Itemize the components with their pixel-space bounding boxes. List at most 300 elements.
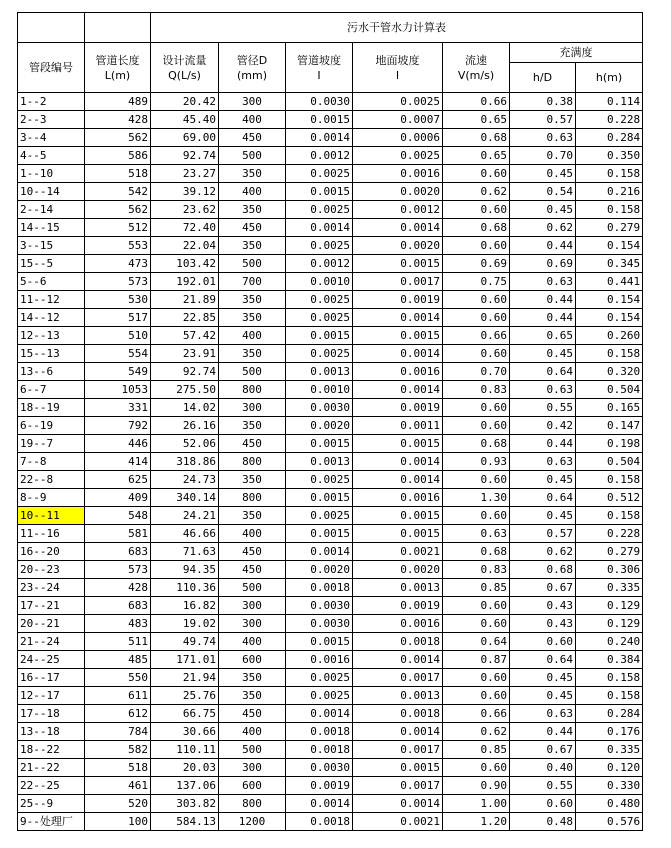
diameter-cell[interactable]: 400: [219, 525, 286, 543]
hd-cell[interactable]: 0.62: [510, 219, 576, 237]
length-cell[interactable]: 483: [85, 615, 151, 633]
h-cell[interactable]: 0.480: [576, 795, 643, 813]
pipe-slope-cell[interactable]: 0.0030: [286, 597, 353, 615]
header-h[interactable]: h(m): [576, 63, 643, 93]
velocity-cell[interactable]: 1.00: [443, 795, 510, 813]
diameter-cell[interactable]: 450: [219, 435, 286, 453]
header-length[interactable]: [85, 43, 151, 93]
h-cell[interactable]: 0.228: [576, 525, 643, 543]
flow-cell[interactable]: 66.75: [151, 705, 219, 723]
diameter-cell[interactable]: 500: [219, 741, 286, 759]
flow-cell[interactable]: 39.12: [151, 183, 219, 201]
diameter-cell[interactable]: 500: [219, 255, 286, 273]
velocity-cell[interactable]: 0.60: [443, 417, 510, 435]
h-cell[interactable]: 0.165: [576, 399, 643, 417]
ground-slope-cell[interactable]: 0.0018: [353, 705, 443, 723]
ground-slope-cell[interactable]: 0.0019: [353, 399, 443, 417]
h-cell[interactable]: 0.198: [576, 435, 643, 453]
ground-slope-cell[interactable]: 0.0016: [353, 615, 443, 633]
velocity-cell[interactable]: 0.65: [443, 111, 510, 129]
segment-id-cell[interactable]: 17--18: [18, 705, 85, 723]
segment-id-cell[interactable]: 22--25: [18, 777, 85, 795]
pipe-slope-cell[interactable]: 0.0030: [286, 615, 353, 633]
h-cell[interactable]: 0.120: [576, 759, 643, 777]
diameter-cell[interactable]: 350: [219, 201, 286, 219]
velocity-cell[interactable]: 0.62: [443, 183, 510, 201]
velocity-cell[interactable]: 0.75: [443, 273, 510, 291]
segment-id-cell[interactable]: 4--5: [18, 147, 85, 165]
flow-cell[interactable]: 171.01: [151, 651, 219, 669]
h-cell[interactable]: 0.335: [576, 579, 643, 597]
pipe-slope-cell[interactable]: 0.0030: [286, 759, 353, 777]
segment-id-cell[interactable]: 6--19: [18, 417, 85, 435]
h-cell[interactable]: 0.129: [576, 597, 643, 615]
hd-cell[interactable]: 0.40: [510, 759, 576, 777]
segment-id-cell[interactable]: 3--4: [18, 129, 85, 147]
ground-slope-cell[interactable]: 0.0013: [353, 579, 443, 597]
length-cell[interactable]: 550: [85, 669, 151, 687]
segment-id-cell[interactable]: 16--20: [18, 543, 85, 561]
ground-slope-cell[interactable]: 0.0011: [353, 417, 443, 435]
segment-id-cell[interactable]: 3--15: [18, 237, 85, 255]
velocity-cell[interactable]: 0.62: [443, 723, 510, 741]
flow-cell[interactable]: 19.02: [151, 615, 219, 633]
diameter-cell[interactable]: 400: [219, 111, 286, 129]
ground-slope-cell[interactable]: 0.0020: [353, 183, 443, 201]
segment-id-cell[interactable]: 20--21: [18, 615, 85, 633]
diameter-cell[interactable]: 350: [219, 471, 286, 489]
pipe-slope-cell[interactable]: 0.0025: [286, 309, 353, 327]
flow-cell[interactable]: 45.40: [151, 111, 219, 129]
hd-cell[interactable]: 0.64: [510, 363, 576, 381]
ground-slope-cell[interactable]: 0.0013: [353, 687, 443, 705]
pipe-slope-cell[interactable]: 0.0025: [286, 291, 353, 309]
ground-slope-cell[interactable]: 0.0014: [353, 651, 443, 669]
ground-slope-cell[interactable]: 0.0017: [353, 273, 443, 291]
hd-cell[interactable]: 0.44: [510, 723, 576, 741]
diameter-cell[interactable]: 300: [219, 597, 286, 615]
h-cell[interactable]: 0.158: [576, 345, 643, 363]
hd-cell[interactable]: 0.45: [510, 165, 576, 183]
flow-cell[interactable]: 57.42: [151, 327, 219, 345]
length-cell[interactable]: 489: [85, 93, 151, 111]
segment-id-cell[interactable]: 13--6: [18, 363, 85, 381]
hd-cell[interactable]: 0.48: [510, 813, 576, 831]
pipe-slope-cell[interactable]: 0.0020: [286, 561, 353, 579]
hd-cell[interactable]: 0.68: [510, 561, 576, 579]
hd-cell[interactable]: 0.55: [510, 777, 576, 795]
hd-cell[interactable]: 0.43: [510, 597, 576, 615]
ground-slope-cell[interactable]: 0.0014: [353, 471, 443, 489]
length-cell[interactable]: 792: [85, 417, 151, 435]
pipe-slope-cell[interactable]: 0.0010: [286, 273, 353, 291]
ground-slope-cell[interactable]: 0.0014: [353, 723, 443, 741]
flow-cell[interactable]: 69.00: [151, 129, 219, 147]
h-cell[interactable]: 0.158: [576, 165, 643, 183]
header-flow[interactable]: [151, 43, 219, 93]
pipe-slope-cell[interactable]: 0.0019: [286, 777, 353, 795]
hd-cell[interactable]: 0.65: [510, 327, 576, 345]
header-diameter[interactable]: [219, 43, 286, 93]
length-cell[interactable]: 562: [85, 201, 151, 219]
length-cell[interactable]: 530: [85, 291, 151, 309]
pipe-slope-cell[interactable]: 0.0012: [286, 255, 353, 273]
hd-cell[interactable]: 0.45: [510, 507, 576, 525]
length-cell[interactable]: 409: [85, 489, 151, 507]
velocity-cell[interactable]: 0.64: [443, 633, 510, 651]
length-cell[interactable]: 446: [85, 435, 151, 453]
h-cell[interactable]: 0.154: [576, 309, 643, 327]
velocity-cell[interactable]: 1.20: [443, 813, 510, 831]
flow-cell[interactable]: 14.02: [151, 399, 219, 417]
velocity-cell[interactable]: 0.83: [443, 381, 510, 399]
velocity-cell[interactable]: 0.63: [443, 525, 510, 543]
hd-cell[interactable]: 0.62: [510, 543, 576, 561]
hd-cell[interactable]: 0.44: [510, 237, 576, 255]
ground-slope-cell[interactable]: 0.0015: [353, 255, 443, 273]
ground-slope-cell[interactable]: 0.0014: [353, 309, 443, 327]
flow-cell[interactable]: 110.36: [151, 579, 219, 597]
length-cell[interactable]: 582: [85, 741, 151, 759]
length-cell[interactable]: 1053: [85, 381, 151, 399]
h-cell[interactable]: 0.260: [576, 327, 643, 345]
diameter-cell[interactable]: 350: [219, 291, 286, 309]
pipe-slope-cell[interactable]: 0.0015: [286, 633, 353, 651]
segment-id-cell[interactable]: 21--22: [18, 759, 85, 777]
velocity-cell[interactable]: 0.60: [443, 165, 510, 183]
h-cell[interactable]: 0.576: [576, 813, 643, 831]
hd-cell[interactable]: 0.60: [510, 795, 576, 813]
diameter-cell[interactable]: 350: [219, 507, 286, 525]
pipe-slope-cell[interactable]: 0.0014: [286, 129, 353, 147]
diameter-cell[interactable]: 400: [219, 633, 286, 651]
ground-slope-cell[interactable]: 0.0014: [353, 453, 443, 471]
diameter-cell[interactable]: 500: [219, 363, 286, 381]
pipe-slope-cell[interactable]: 0.0015: [286, 525, 353, 543]
length-cell[interactable]: 683: [85, 597, 151, 615]
velocity-cell[interactable]: 0.60: [443, 687, 510, 705]
diameter-cell[interactable]: 400: [219, 723, 286, 741]
velocity-cell[interactable]: 0.66: [443, 327, 510, 345]
segment-id-cell[interactable]: 14--15: [18, 219, 85, 237]
segment-id-cell[interactable]: 23--24: [18, 579, 85, 597]
hd-cell[interactable]: 0.64: [510, 489, 576, 507]
h-cell[interactable]: 0.350: [576, 147, 643, 165]
flow-cell[interactable]: 49.74: [151, 633, 219, 651]
velocity-cell[interactable]: 0.83: [443, 561, 510, 579]
velocity-cell[interactable]: 0.60: [443, 507, 510, 525]
length-cell[interactable]: 573: [85, 561, 151, 579]
flow-cell[interactable]: 72.40: [151, 219, 219, 237]
length-cell[interactable]: 461: [85, 777, 151, 795]
flow-cell[interactable]: 303.82: [151, 795, 219, 813]
header-ground-slope[interactable]: [353, 43, 443, 93]
pipe-slope-cell[interactable]: 0.0030: [286, 399, 353, 417]
pipe-slope-cell[interactable]: 0.0014: [286, 543, 353, 561]
h-cell[interactable]: 0.330: [576, 777, 643, 795]
flow-cell[interactable]: 16.82: [151, 597, 219, 615]
diameter-cell[interactable]: 800: [219, 795, 286, 813]
hd-cell[interactable]: 0.60: [510, 633, 576, 651]
length-cell[interactable]: 784: [85, 723, 151, 741]
pipe-slope-cell[interactable]: 0.0010: [286, 381, 353, 399]
segment-id-cell[interactable]: 10--11: [18, 507, 85, 525]
ground-slope-cell[interactable]: 0.0015: [353, 525, 443, 543]
flow-cell[interactable]: 46.66: [151, 525, 219, 543]
segment-id-cell[interactable]: 2--3: [18, 111, 85, 129]
flow-cell[interactable]: 24.21: [151, 507, 219, 525]
diameter-cell[interactable]: 350: [219, 417, 286, 435]
header-pipe-slope[interactable]: [286, 43, 353, 93]
segment-id-cell[interactable]: 22--8: [18, 471, 85, 489]
pipe-slope-cell[interactable]: 0.0025: [286, 201, 353, 219]
header-hd[interactable]: h/D: [510, 63, 576, 93]
hd-cell[interactable]: 0.63: [510, 273, 576, 291]
flow-cell[interactable]: 110.11: [151, 741, 219, 759]
diameter-cell[interactable]: 600: [219, 651, 286, 669]
ground-slope-cell[interactable]: 0.0014: [353, 219, 443, 237]
hd-cell[interactable]: 0.45: [510, 345, 576, 363]
diameter-cell[interactable]: 450: [219, 543, 286, 561]
segment-id-cell[interactable]: 24--25: [18, 651, 85, 669]
length-cell[interactable]: 473: [85, 255, 151, 273]
velocity-cell[interactable]: 0.60: [443, 237, 510, 255]
hd-cell[interactable]: 0.63: [510, 705, 576, 723]
pipe-slope-cell[interactable]: 0.0025: [286, 507, 353, 525]
h-cell[interactable]: 0.240: [576, 633, 643, 651]
diameter-cell[interactable]: 450: [219, 705, 286, 723]
ground-slope-cell[interactable]: 0.0016: [353, 489, 443, 507]
segment-id-cell[interactable]: 6--7: [18, 381, 85, 399]
h-cell[interactable]: 0.158: [576, 201, 643, 219]
pipe-slope-cell[interactable]: 0.0025: [286, 669, 353, 687]
h-cell[interactable]: 0.154: [576, 237, 643, 255]
length-cell[interactable]: 510: [85, 327, 151, 345]
diameter-cell[interactable]: 300: [219, 93, 286, 111]
table-title[interactable]: 污水干管水力计算表: [151, 13, 643, 43]
length-cell[interactable]: 520: [85, 795, 151, 813]
flow-cell[interactable]: 275.50: [151, 381, 219, 399]
segment-id-cell[interactable]: 20--23: [18, 561, 85, 579]
pipe-slope-cell[interactable]: 0.0012: [286, 147, 353, 165]
velocity-cell[interactable]: 0.60: [443, 615, 510, 633]
length-cell[interactable]: 554: [85, 345, 151, 363]
velocity-cell[interactable]: 0.60: [443, 291, 510, 309]
ground-slope-cell[interactable]: 0.0014: [353, 381, 443, 399]
diameter-cell[interactable]: 350: [219, 669, 286, 687]
h-cell[interactable]: 0.284: [576, 129, 643, 147]
hd-cell[interactable]: 0.55: [510, 399, 576, 417]
velocity-cell[interactable]: 0.69: [443, 255, 510, 273]
pipe-slope-cell[interactable]: 0.0015: [286, 435, 353, 453]
velocity-cell[interactable]: 0.68: [443, 219, 510, 237]
length-cell[interactable]: 428: [85, 111, 151, 129]
length-cell[interactable]: 625: [85, 471, 151, 489]
velocity-cell[interactable]: 0.68: [443, 543, 510, 561]
flow-cell[interactable]: 23.62: [151, 201, 219, 219]
length-cell[interactable]: 611: [85, 687, 151, 705]
segment-id-cell[interactable]: 8--9: [18, 489, 85, 507]
segment-id-cell[interactable]: 1--10: [18, 165, 85, 183]
length-cell[interactable]: 100: [85, 813, 151, 831]
flow-cell[interactable]: 25.76: [151, 687, 219, 705]
diameter-cell[interactable]: 600: [219, 777, 286, 795]
h-cell[interactable]: 0.279: [576, 543, 643, 561]
velocity-cell[interactable]: 0.60: [443, 399, 510, 417]
segment-id-cell[interactable]: 16--17: [18, 669, 85, 687]
flow-cell[interactable]: 137.06: [151, 777, 219, 795]
velocity-cell[interactable]: 0.85: [443, 741, 510, 759]
segment-id-cell[interactable]: 18--22: [18, 741, 85, 759]
pipe-slope-cell[interactable]: 0.0018: [286, 723, 353, 741]
flow-cell[interactable]: 94.35: [151, 561, 219, 579]
h-cell[interactable]: 0.441: [576, 273, 643, 291]
diameter-cell[interactable]: 350: [219, 309, 286, 327]
pipe-slope-cell[interactable]: 0.0015: [286, 489, 353, 507]
velocity-cell[interactable]: 0.60: [443, 471, 510, 489]
ground-slope-cell[interactable]: 0.0016: [353, 363, 443, 381]
diameter-cell[interactable]: 800: [219, 489, 286, 507]
length-cell[interactable]: 548: [85, 507, 151, 525]
ground-slope-cell[interactable]: 0.0015: [353, 759, 443, 777]
diameter-cell[interactable]: 800: [219, 453, 286, 471]
segment-id-cell[interactable]: 17--21: [18, 597, 85, 615]
segment-id-cell[interactable]: 11--16: [18, 525, 85, 543]
velocity-cell[interactable]: 0.60: [443, 669, 510, 687]
diameter-cell[interactable]: 300: [219, 399, 286, 417]
velocity-cell[interactable]: 0.85: [443, 579, 510, 597]
h-cell[interactable]: 0.504: [576, 453, 643, 471]
length-cell[interactable]: 562: [85, 129, 151, 147]
h-cell[interactable]: 0.504: [576, 381, 643, 399]
pipe-slope-cell[interactable]: 0.0015: [286, 183, 353, 201]
flow-cell[interactable]: 192.01: [151, 273, 219, 291]
pipe-slope-cell[interactable]: 0.0015: [286, 111, 353, 129]
length-cell[interactable]: 428: [85, 579, 151, 597]
hd-cell[interactable]: 0.67: [510, 741, 576, 759]
segment-id-cell[interactable]: 7--8: [18, 453, 85, 471]
velocity-cell[interactable]: 0.60: [443, 345, 510, 363]
hd-cell[interactable]: 0.67: [510, 579, 576, 597]
velocity-cell[interactable]: 0.60: [443, 759, 510, 777]
flow-cell[interactable]: 21.89: [151, 291, 219, 309]
ground-slope-cell[interactable]: 0.0017: [353, 669, 443, 687]
diameter-cell[interactable]: 350: [219, 165, 286, 183]
diameter-cell[interactable]: 450: [219, 129, 286, 147]
pipe-slope-cell[interactable]: 0.0025: [286, 687, 353, 705]
hd-cell[interactable]: 0.54: [510, 183, 576, 201]
ground-slope-cell[interactable]: 0.0021: [353, 813, 443, 831]
ground-slope-cell[interactable]: 0.0017: [353, 741, 443, 759]
velocity-cell[interactable]: 0.90: [443, 777, 510, 795]
length-cell[interactable]: 511: [85, 633, 151, 651]
ground-slope-cell[interactable]: 0.0017: [353, 777, 443, 795]
segment-id-cell[interactable]: 21--24: [18, 633, 85, 651]
flow-cell[interactable]: 92.74: [151, 147, 219, 165]
hd-cell[interactable]: 0.42: [510, 417, 576, 435]
pipe-slope-cell[interactable]: 0.0025: [286, 345, 353, 363]
ground-slope-cell[interactable]: 0.0006: [353, 129, 443, 147]
h-cell[interactable]: 0.335: [576, 741, 643, 759]
diameter-cell[interactable]: 400: [219, 327, 286, 345]
velocity-cell[interactable]: 0.93: [443, 453, 510, 471]
pipe-slope-cell[interactable]: 0.0014: [286, 705, 353, 723]
length-cell[interactable]: 485: [85, 651, 151, 669]
pipe-slope-cell[interactable]: 0.0025: [286, 237, 353, 255]
h-cell[interactable]: 0.279: [576, 219, 643, 237]
pipe-slope-cell[interactable]: 0.0025: [286, 165, 353, 183]
pipe-slope-cell[interactable]: 0.0030: [286, 93, 353, 111]
h-cell[interactable]: 0.147: [576, 417, 643, 435]
pipe-slope-cell[interactable]: 0.0018: [286, 741, 353, 759]
segment-id-cell[interactable]: 13--18: [18, 723, 85, 741]
segment-id-cell[interactable]: 18--19: [18, 399, 85, 417]
ground-slope-cell[interactable]: 0.0019: [353, 291, 443, 309]
length-cell[interactable]: 517: [85, 309, 151, 327]
segment-id-cell[interactable]: 9--处理厂: [18, 813, 85, 831]
segment-id-cell[interactable]: 5--6: [18, 273, 85, 291]
length-cell[interactable]: 553: [85, 237, 151, 255]
ground-slope-cell[interactable]: 0.0014: [353, 795, 443, 813]
segment-id-cell[interactable]: 14--12: [18, 309, 85, 327]
length-cell[interactable]: 586: [85, 147, 151, 165]
segment-id-cell[interactable]: 10--14: [18, 183, 85, 201]
ground-slope-cell[interactable]: 0.0025: [353, 93, 443, 111]
ground-slope-cell[interactable]: 0.0025: [353, 147, 443, 165]
length-cell[interactable]: 683: [85, 543, 151, 561]
diameter-cell[interactable]: 500: [219, 147, 286, 165]
h-cell[interactable]: 0.216: [576, 183, 643, 201]
pipe-slope-cell[interactable]: 0.0025: [286, 471, 353, 489]
blank-cell[interactable]: [85, 13, 151, 43]
diameter-cell[interactable]: 350: [219, 687, 286, 705]
velocity-cell[interactable]: 0.60: [443, 201, 510, 219]
velocity-cell[interactable]: 1.30: [443, 489, 510, 507]
ground-slope-cell[interactable]: 0.0020: [353, 237, 443, 255]
segment-id-cell[interactable]: 15--13: [18, 345, 85, 363]
length-cell[interactable]: 518: [85, 759, 151, 777]
flow-cell[interactable]: 584.13: [151, 813, 219, 831]
diameter-cell[interactable]: 500: [219, 579, 286, 597]
length-cell[interactable]: 512: [85, 219, 151, 237]
diameter-cell[interactable]: 800: [219, 381, 286, 399]
segment-id-cell[interactable]: 15--5: [18, 255, 85, 273]
diameter-cell[interactable]: 350: [219, 345, 286, 363]
h-cell[interactable]: 0.129: [576, 615, 643, 633]
ground-slope-cell[interactable]: 0.0020: [353, 561, 443, 579]
h-cell[interactable]: 0.345: [576, 255, 643, 273]
ground-slope-cell[interactable]: 0.0015: [353, 435, 443, 453]
segment-id-cell[interactable]: 12--13: [18, 327, 85, 345]
flow-cell[interactable]: 20.42: [151, 93, 219, 111]
h-cell[interactable]: 0.228: [576, 111, 643, 129]
blank-cell[interactable]: [18, 13, 85, 43]
length-cell[interactable]: 581: [85, 525, 151, 543]
length-cell[interactable]: 331: [85, 399, 151, 417]
ground-slope-cell[interactable]: 0.0014: [353, 345, 443, 363]
pipe-slope-cell[interactable]: 0.0016: [286, 651, 353, 669]
hd-cell[interactable]: 0.44: [510, 309, 576, 327]
flow-cell[interactable]: 22.85: [151, 309, 219, 327]
segment-id-cell[interactable]: 12--17: [18, 687, 85, 705]
flow-cell[interactable]: 26.16: [151, 417, 219, 435]
header-fullness[interactable]: 充满度: [510, 43, 643, 63]
hd-cell[interactable]: 0.69: [510, 255, 576, 273]
flow-cell[interactable]: 318.86: [151, 453, 219, 471]
flow-cell[interactable]: 24.73: [151, 471, 219, 489]
flow-cell[interactable]: 23.91: [151, 345, 219, 363]
ground-slope-cell[interactable]: 0.0007: [353, 111, 443, 129]
